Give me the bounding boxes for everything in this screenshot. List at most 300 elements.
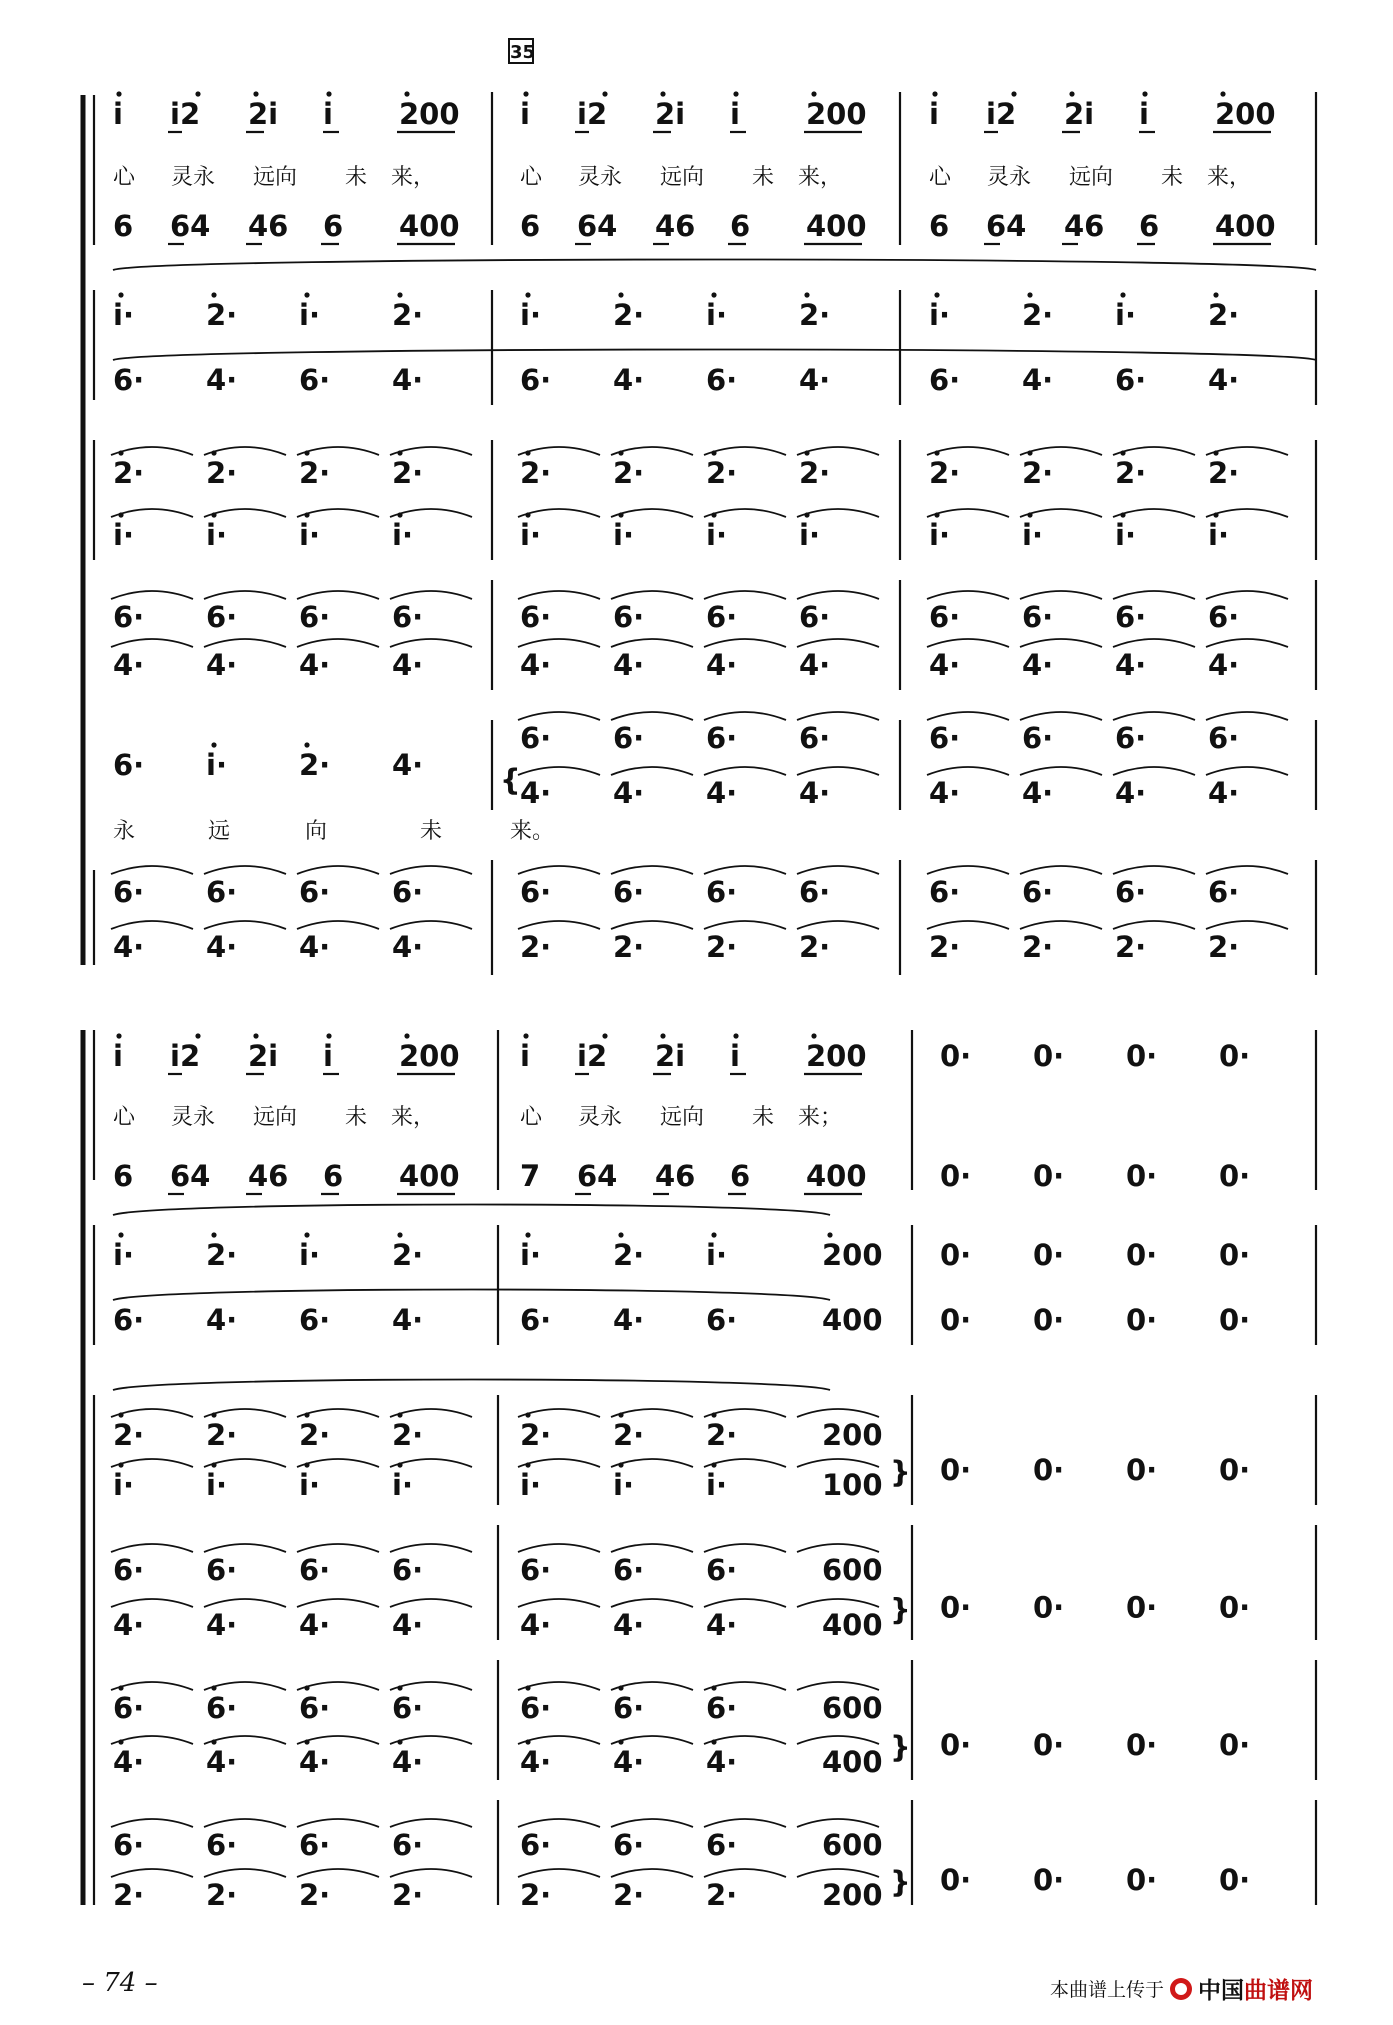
- dotted-note: 6·: [113, 1691, 145, 1725]
- tie-arc: [297, 921, 379, 929]
- dotted-note: 6·: [706, 1553, 738, 1587]
- lyric-syllable: 远: [208, 819, 231, 844]
- lower-note: 6: [323, 209, 344, 243]
- tie-arc: [1020, 591, 1102, 599]
- lyric-syllable: 灵永: [578, 165, 623, 190]
- chord-end: 600: [822, 1553, 883, 1587]
- melody-note: i: [520, 97, 530, 131]
- lower-note: 64: [577, 209, 618, 243]
- melody-note: i: [113, 1039, 123, 1073]
- dotted-note: 2·: [520, 1418, 552, 1452]
- tie-arc: [1113, 921, 1195, 929]
- dotted-note: 0·: [1219, 1159, 1251, 1193]
- dotted-note: 2·: [799, 456, 831, 490]
- octave-dot: [397, 292, 402, 297]
- melody-note: i2: [170, 1039, 201, 1073]
- dotted-note: 4·: [706, 1745, 738, 1779]
- dotted-note: 4·: [113, 648, 145, 682]
- dotted-note: 6·: [613, 1691, 645, 1725]
- octave-dot: [523, 1033, 528, 1038]
- dotted-note: i·: [520, 298, 541, 332]
- dotted-note: 4·: [1208, 776, 1240, 810]
- octave-dot: [711, 1232, 716, 1237]
- dotted-note: 6·: [299, 1691, 331, 1725]
- tie-arc: [611, 866, 693, 874]
- tie-arc: [390, 1599, 472, 1607]
- tie-arc: [611, 712, 693, 720]
- tie-arc: [704, 639, 786, 647]
- tie-arc: [1206, 639, 1288, 647]
- dotted-note: 4·: [392, 930, 424, 964]
- octave-dot: [602, 91, 607, 96]
- tie-arc: [704, 1819, 786, 1827]
- tie-arc: [704, 1599, 786, 1607]
- lower-note: 46: [248, 1159, 289, 1193]
- melody-note: i: [520, 1039, 530, 1073]
- dotted-note: 6·: [520, 363, 552, 397]
- dotted-note: 0·: [940, 1303, 972, 1337]
- lower-note: 64: [170, 209, 211, 243]
- tie-arc: [927, 921, 1009, 929]
- lyric-syllable: 灵永: [171, 1105, 216, 1130]
- dotted-note: 6·: [392, 1691, 424, 1725]
- lower-note: 400: [399, 209, 460, 243]
- tie-arc: [297, 866, 379, 874]
- dotted-note: 4·: [613, 776, 645, 810]
- dotted-note: 6·: [113, 1553, 145, 1587]
- dotted-note: 4·: [520, 1608, 552, 1642]
- dotted-note: 6·: [299, 1553, 331, 1587]
- dotted-note: i·: [1115, 518, 1136, 552]
- lower-note: 46: [1064, 209, 1105, 243]
- dotted-note: i·: [1022, 518, 1043, 552]
- lower-note: 6: [929, 209, 950, 243]
- octave-dot: [195, 91, 200, 96]
- dotted-note: 2·: [392, 1878, 424, 1912]
- dotted-note: 6·: [299, 875, 331, 909]
- dotted-note: 2·: [206, 1878, 238, 1912]
- dotted-note: 2·: [613, 456, 645, 490]
- dotted-note: 2·: [613, 298, 645, 332]
- dotted-note: i·: [113, 1238, 134, 1272]
- dotted-note: 2·: [520, 1878, 552, 1912]
- dotted-note: 2·: [299, 1418, 331, 1452]
- dotted-note: 6·: [613, 1553, 645, 1587]
- site-logo-icon: [1170, 1978, 1192, 2000]
- dotted-note: 6·: [1208, 600, 1240, 634]
- dotted-note: i·: [706, 1468, 727, 1502]
- dotted-note: 6·: [706, 875, 738, 909]
- dotted-note: 2·: [929, 930, 961, 964]
- octave-dot: [602, 1033, 607, 1038]
- dotted-note: 4·: [299, 1608, 331, 1642]
- brace: }: [890, 1592, 911, 1627]
- dotted-note: 2·: [1208, 456, 1240, 490]
- dotted-note: 6·: [206, 1553, 238, 1587]
- lyric-syllable: 远向: [660, 165, 705, 190]
- tie-arc: [518, 591, 600, 599]
- dotted-note: 0·: [1126, 1453, 1158, 1487]
- lyric-syllable: 来，: [1207, 165, 1252, 190]
- dotted-note: 2·: [1208, 930, 1240, 964]
- lower-note: 6: [323, 1159, 344, 1193]
- dotted-note: 2·: [613, 1238, 645, 1272]
- dotted-note: 2·: [392, 456, 424, 490]
- dotted-note: 0·: [1033, 1039, 1065, 1073]
- dotted-note: 6·: [392, 600, 424, 634]
- dotted-note: i·: [799, 518, 820, 552]
- octave-dot: [116, 91, 121, 96]
- lyric-syllable: 未: [345, 165, 368, 190]
- dotted-note: i·: [299, 298, 320, 332]
- dotted-note: 0·: [1033, 1303, 1065, 1337]
- dotted-note: 4·: [613, 363, 645, 397]
- rehearsal-mark: 35: [508, 38, 534, 64]
- dotted-note: 6·: [520, 1553, 552, 1587]
- brace: {: [500, 763, 521, 797]
- tie-arc: [204, 591, 286, 599]
- lyric-syllable: 灵永: [171, 165, 216, 190]
- dotted-note: 2·: [299, 456, 331, 490]
- lyric-syllable: 来，: [391, 1105, 436, 1130]
- tie-arc: [797, 1409, 879, 1417]
- melody-note: i2: [577, 97, 608, 131]
- dotted-note: 0·: [1033, 1863, 1065, 1897]
- lower-note: 46: [248, 209, 289, 243]
- lower-note: 6: [730, 209, 751, 243]
- lyric-syllable: 未: [420, 819, 443, 844]
- dotted-note: 6·: [520, 1303, 552, 1337]
- dotted-note: i·: [1115, 298, 1136, 332]
- dotted-note: 0·: [1033, 1453, 1065, 1487]
- dotted-note: 4·: [113, 1608, 145, 1642]
- tie-arc: [111, 1599, 193, 1607]
- octave-dot: [934, 292, 939, 297]
- tie-arc: [611, 1599, 693, 1607]
- tie-arc: [1020, 639, 1102, 647]
- octave-dot: [404, 1033, 409, 1038]
- dotted-note: 2·: [706, 930, 738, 964]
- dotted-note: i·: [613, 518, 634, 552]
- dotted-note: 4·: [799, 648, 831, 682]
- dotted-note: 4·: [299, 930, 331, 964]
- dotted-note: 4·: [206, 1303, 238, 1337]
- tie-arc: [611, 1869, 693, 1877]
- dotted-note: 6·: [706, 363, 738, 397]
- tie-arc: [797, 591, 879, 599]
- dotted-note: 0·: [1033, 1590, 1065, 1625]
- tie-arc: [704, 921, 786, 929]
- dotted-note: 2·: [929, 456, 961, 490]
- melody-note: 200: [806, 1039, 867, 1073]
- tie-arc: [611, 1544, 693, 1552]
- tie-arc: [927, 712, 1009, 720]
- lyric-syllable: 未: [1161, 165, 1184, 190]
- lyric-syllable: 心: [520, 165, 543, 190]
- lower-note: 64: [986, 209, 1027, 243]
- dotted-note: 6·: [706, 1828, 738, 1862]
- dotted-note: 6·: [113, 600, 145, 634]
- dotted-note: 0·: [1219, 1303, 1251, 1337]
- melody-note: 200: [399, 97, 460, 131]
- lower-note: 64: [577, 1159, 618, 1193]
- lower-note: 64: [170, 1159, 211, 1193]
- octave-dot: [326, 1033, 331, 1038]
- melody-note: i2: [577, 1039, 608, 1073]
- tie-arc: [204, 1544, 286, 1552]
- lyric-syllable: 来；: [798, 1105, 843, 1130]
- dotted-note: 4·: [706, 776, 738, 810]
- dotted-note: 6·: [299, 1303, 331, 1337]
- phrase-slur: [113, 1205, 830, 1216]
- dotted-note: 6·: [613, 600, 645, 634]
- dotted-note: 0·: [1126, 1728, 1158, 1762]
- lyric-syllable: 远向: [1069, 165, 1114, 190]
- dotted-note: 2·: [392, 298, 424, 332]
- dotted-note: 2·: [206, 298, 238, 332]
- tie-arc: [927, 639, 1009, 647]
- dotted-note: 6·: [1115, 363, 1147, 397]
- dotted-note: 2·: [520, 930, 552, 964]
- octave-dot: [1120, 292, 1125, 297]
- dotted-note: 6·: [1022, 721, 1054, 755]
- tie-arc: [797, 1459, 879, 1467]
- tie-arc: [518, 1599, 600, 1607]
- lyric-syllable: 灵永: [987, 165, 1032, 190]
- tie-arc: [111, 866, 193, 874]
- dotted-note: 2·: [113, 456, 145, 490]
- dotted-note: 2·: [206, 456, 238, 490]
- dotted-note: 6·: [929, 600, 961, 634]
- dotted-note: 4·: [113, 930, 145, 964]
- tie-arc: [518, 639, 600, 647]
- lyric-syllable: 来。: [510, 819, 555, 844]
- dotted-note: 2·: [1208, 298, 1240, 332]
- dotted-note: 6·: [392, 1828, 424, 1862]
- tie-arc: [611, 639, 693, 647]
- lyric-syllable: 来，: [798, 165, 843, 190]
- tie-arc: [297, 1544, 379, 1552]
- dotted-note: i·: [520, 518, 541, 552]
- chord-end: 200: [822, 1238, 883, 1272]
- dotted-note: 6·: [113, 363, 145, 397]
- tie-arc: [204, 639, 286, 647]
- dotted-note: 0·: [1219, 1590, 1251, 1625]
- octave-dot: [1027, 292, 1032, 297]
- tie-arc: [297, 1819, 379, 1827]
- chord-end: 200: [822, 1878, 883, 1912]
- dotted-note: i·: [299, 1468, 320, 1502]
- dotted-note: 2·: [706, 456, 738, 490]
- dotted-note: 4·: [392, 648, 424, 682]
- octave-dot: [397, 1232, 402, 1237]
- lyric-syllable: 灵永: [578, 1105, 623, 1130]
- dotted-note: 2·: [799, 298, 831, 332]
- dotted-note: 4·: [113, 1745, 145, 1779]
- octave-dot: [525, 1232, 530, 1237]
- chord-end: 100: [822, 1468, 883, 1502]
- lyric-syllable: 远向: [253, 1105, 298, 1130]
- tie-arc: [797, 1682, 879, 1690]
- dotted-note: i·: [299, 518, 320, 552]
- lyric-syllable: 未: [345, 1105, 368, 1130]
- lyric-syllable: 来，: [391, 165, 436, 190]
- octave-dot: [118, 1232, 123, 1237]
- dotted-note: 2·: [1115, 930, 1147, 964]
- dotted-note: 0·: [1126, 1238, 1158, 1272]
- dotted-note: i·: [113, 518, 134, 552]
- tie-arc: [390, 591, 472, 599]
- dotted-note: 6·: [799, 600, 831, 634]
- dotted-note: 0·: [1219, 1453, 1251, 1487]
- tie-arc: [390, 639, 472, 647]
- tie-arc: [927, 591, 1009, 599]
- chord-end: 600: [822, 1691, 883, 1725]
- tie-arc: [797, 1736, 879, 1744]
- dotted-note: 4·: [206, 1608, 238, 1642]
- dotted-note: 4·: [206, 363, 238, 397]
- lyric-syllable: 未: [752, 165, 775, 190]
- dotted-note: i·: [929, 298, 950, 332]
- dotted-note: 6·: [613, 1828, 645, 1862]
- dotted-note: 0·: [940, 1039, 972, 1073]
- tie-arc: [704, 591, 786, 599]
- dotted-note: 2·: [113, 1878, 145, 1912]
- dotted-note: 6·: [520, 875, 552, 909]
- dotted-note: i·: [392, 518, 413, 552]
- tie-arc: [704, 866, 786, 874]
- dotted-note: i·: [520, 1238, 541, 1272]
- dotted-note: 6·: [613, 721, 645, 755]
- chord-end: 200: [822, 1418, 883, 1452]
- dotted-note: 2·: [613, 1878, 645, 1912]
- tie-arc: [518, 712, 600, 720]
- dotted-note: 4·: [613, 1303, 645, 1337]
- dotted-note: 6·: [520, 1828, 552, 1862]
- dotted-note: 2·: [613, 1418, 645, 1452]
- tie-arc: [111, 1819, 193, 1827]
- dotted-note: 6·: [520, 721, 552, 755]
- dotted-note: 0·: [1219, 1863, 1251, 1897]
- phrase-slur: [113, 350, 1316, 361]
- tie-arc: [204, 1819, 286, 1827]
- dotted-note: i·: [520, 1468, 541, 1502]
- dotted-note: 2·: [392, 1418, 424, 1452]
- dotted-note: 6·: [706, 721, 738, 755]
- tie-arc: [111, 1869, 193, 1877]
- octave-dot: [304, 292, 309, 297]
- tie-arc: [797, 767, 879, 775]
- dotted-note: 0·: [940, 1238, 972, 1272]
- octave-dot: [811, 91, 816, 96]
- dotted-note: 6·: [520, 1691, 552, 1725]
- dotted-note: 4·: [392, 1303, 424, 1337]
- melody-note: 2i: [655, 1039, 686, 1073]
- phrase-slur: [113, 1290, 830, 1301]
- tie-arc: [111, 639, 193, 647]
- dotted-note: 2·: [1022, 930, 1054, 964]
- octave-dot: [932, 91, 937, 96]
- tie-arc: [704, 1869, 786, 1877]
- dotted-note: i·: [206, 748, 227, 782]
- melody-note: i: [1139, 97, 1149, 131]
- dotted-note: 0·: [1126, 1863, 1158, 1897]
- octave-dot: [1142, 91, 1147, 96]
- lyric-syllable: 向: [305, 819, 328, 844]
- dotted-note: 4·: [799, 776, 831, 810]
- dotted-note: i·: [299, 1238, 320, 1272]
- dotted-note: i·: [613, 1468, 634, 1502]
- dotted-note: 2·: [706, 1878, 738, 1912]
- tie-arc: [297, 639, 379, 647]
- dotted-note: 4·: [929, 776, 961, 810]
- melody-note: 200: [399, 1039, 460, 1073]
- melody-note: 2i: [1064, 97, 1095, 131]
- dotted-note: 2·: [1115, 456, 1147, 490]
- dotted-note: 6·: [929, 875, 961, 909]
- lyric-syllable: 远向: [660, 1105, 705, 1130]
- melody-note: i: [730, 97, 740, 131]
- octave-dot: [195, 1033, 200, 1038]
- lower-note: 6: [730, 1159, 751, 1193]
- octave-dot: [211, 292, 216, 297]
- octave-dot: [1213, 292, 1218, 297]
- dotted-note: 0·: [1219, 1039, 1251, 1073]
- octave-dot: [525, 292, 530, 297]
- melody-note: 200: [1215, 97, 1276, 131]
- dotted-note: 0·: [1126, 1039, 1158, 1073]
- dotted-note: 4·: [1115, 648, 1147, 682]
- tie-arc: [927, 866, 1009, 874]
- lower-note: 46: [655, 1159, 696, 1193]
- tie-arc: [611, 921, 693, 929]
- dotted-note: 6·: [113, 748, 145, 782]
- octave-dot: [811, 1033, 816, 1038]
- dotted-note: 2·: [113, 1418, 145, 1452]
- tie-arc: [390, 1544, 472, 1552]
- octave-dot: [404, 91, 409, 96]
- lyric-syllable: 永: [113, 819, 136, 844]
- octave-dot: [827, 1232, 832, 1237]
- dotted-note: 6·: [1115, 600, 1147, 634]
- dotted-note: 4·: [1208, 648, 1240, 682]
- dotted-note: 4·: [520, 776, 552, 810]
- footer-site-part2: 曲谱网: [1244, 1978, 1314, 2004]
- tie-arc: [797, 1544, 879, 1552]
- dotted-note: 2·: [613, 930, 645, 964]
- lower-note: 46: [655, 209, 696, 243]
- dotted-note: 4·: [929, 648, 961, 682]
- dotted-note: 2·: [706, 1418, 738, 1452]
- tie-arc: [518, 1819, 600, 1827]
- lyric-syllable: 心: [520, 1105, 543, 1130]
- mirror-s1-melody: [0, 0, 1, 1]
- dotted-note: 4·: [392, 363, 424, 397]
- dotted-note: 2·: [1022, 456, 1054, 490]
- brace: }: [890, 1455, 911, 1489]
- dotted-note: 4·: [1208, 363, 1240, 397]
- brace: }: [890, 1730, 911, 1764]
- melody-note: i: [323, 97, 333, 131]
- octave-dot: [118, 292, 123, 297]
- octave-dot: [1220, 91, 1225, 96]
- tie-arc: [611, 1819, 693, 1827]
- tie-arc: [704, 712, 786, 720]
- octave-dot: [711, 292, 716, 297]
- melody-note: i: [730, 1039, 740, 1073]
- dotted-note: 6·: [799, 721, 831, 755]
- dotted-note: 6·: [1208, 875, 1240, 909]
